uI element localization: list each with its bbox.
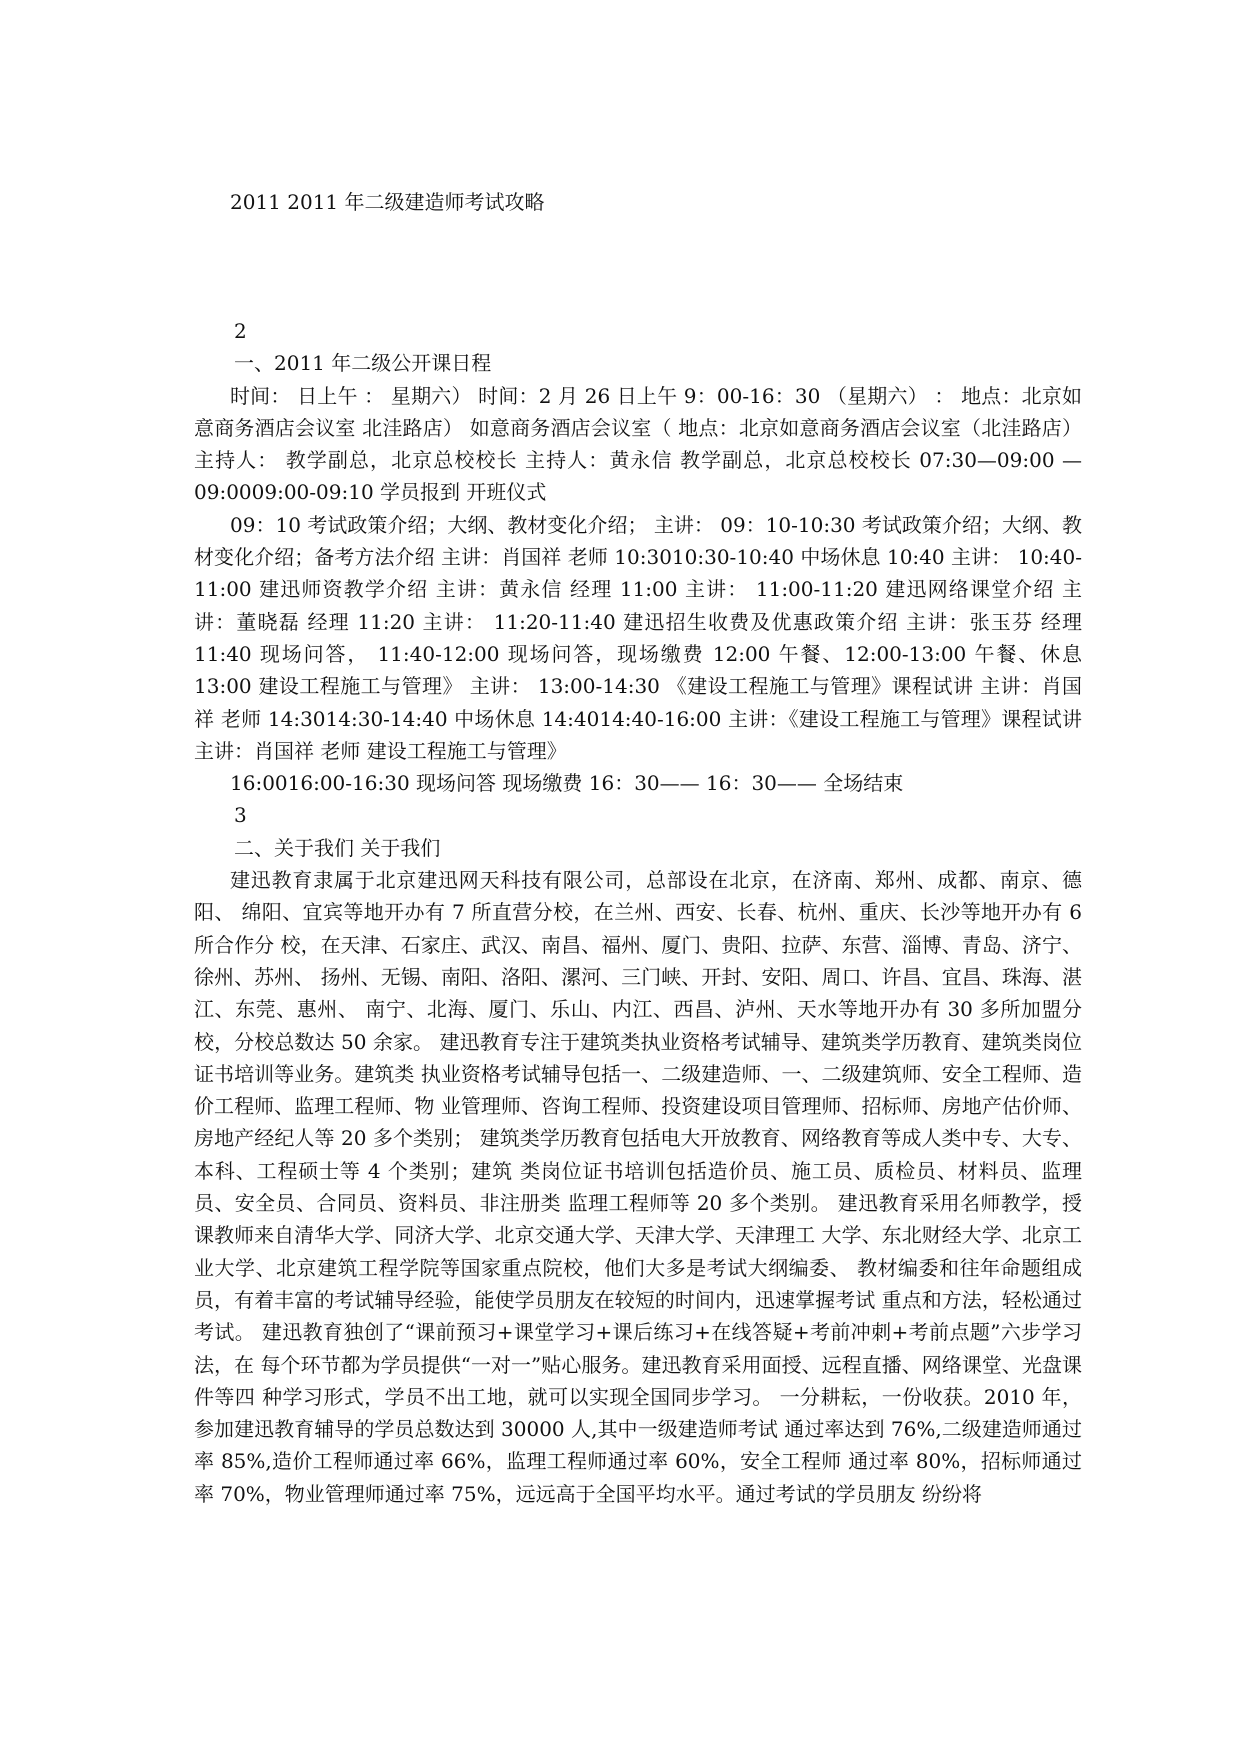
document-title: 2011 2011 年二级建造师考试攻略 bbox=[230, 190, 545, 214]
about-paragraph: 建迅教育隶属于北京建迅网天科技有限公司，总部设在北京，在济南、郑州、成都、南京、德阳、 绵阳、宜宾等地开办有 7 所直营分校，在兰州、西安、长春、杭州、重庆、长沙等地开办有 6 所合作分 校，在天津、石家庄、武汉、南昌、福州、厦门、贵阳、拉萨、东营、淄博、青岛、济宁、徐州、苏州、 扬州、无锡、南阳、洛阳、漯河、三门峡、开封、安阳、周口、许昌、宜昌、珠海、湛江、东莞、惠州、 南宁、北海、厦门、乐山、内江、西昌、泸州、天水等地开办有 30 多所加盟分校，分校总数达 50 余家。 建迅教育专注于建筑类执业资格考试辅导、建筑类学历教育、建筑类岗位证书培训等业务。建筑类 执业资格考试辅导包括一、二级建造师、一、二级建筑师、安全工程师、造价工程师、监理工程师、物 业管理师、咨询工程师、投资建设项目管理师、招标师、房地产估价师、房地产经纪人等 20 多个类别； 建筑类学历教育包括电大开放教育、网络教育等成人类中专、大专、本科、工程硕士等 4 个类别；建筑 类岗位证书培训包括造价员、施工员、质检员、材料员、监理员、安全员、合同员、资料员、非注册类 监理工程师等 20 多个类别。 建迅教育采用名师教学，授课教师来自清华大学、同济大学、北京交通大学、天津大学、天津理工 大学、东北财经大学、北京工业大学、北京建筑工程学院等国家重点院校，他们大多是考试大纲编委、 教材编委和往年命题组成员，有着丰富的考试辅导经验，能使学员朋友在较短的时间内，迅速掌握考试 重点和方法，轻松通过考试。 建迅教育独创了“课前预习+课堂学习+课后练习+在线答疑+考前冲刺+考前点题”六步学习法，在 每个环节都为学员提供“一对一”贴心服务。建迅教育采用面授、远程直播、网络课堂、光盘课件等四 种学习形式，学员不出工地，就可以实现全国同步学习。 一分耕耘，一份收获。2010 年，参加建迅教育辅导的学员总数达到 30000 人,其中一级建造师考试 通过率达到 76%,二级建造师通过率 85%,造价工程师通过率 66%，监理工程师通过率 60%，安全工程师 通过率 80%，招标师通过率 70%，物业管理师通过率 75%，远远高于全国平均水平。通过考试的学员朋友 纷纷将 bbox=[194, 868, 1082, 1506]
section-heading: 二、关于我们 关于我们 bbox=[234, 835, 441, 860]
page-number: 3 bbox=[234, 803, 247, 828]
schedule-paragraph: 16:0016:00-16:30 现场问答 现场缴费 16：30—— 16：30—— 全场结束 bbox=[230, 771, 904, 796]
document-body bbox=[194, 315, 1082, 1510]
section-heading: 一、2011 年二级公开课日程 bbox=[234, 351, 492, 376]
page-number: 2 bbox=[234, 319, 247, 343]
schedule-paragraph: 09：10 考试政策介绍；大纲、教材变化介绍； 主讲： 09：10-10:30 考试政策介绍；大纲、教材变化介绍；备考方法介绍 主讲：肖国祥 老师 10:3010:30-10:40 中场休息 10:40 主讲： 10:40-11:00 建迅师资教学介绍 主讲：黄永信 经理 11:00 主讲： 11:00-11:20 建迅网络课堂介绍 主讲：董晓磊 经理 11:20 主讲： 11:20-11:40 建迅招生收费及优惠政策介绍 主讲：张玉芬 经理 11:40 现场问答， 11:40-12:00 现场问答，现场缴费 12:00 午餐、12:00-13:00 午餐、休息 13:00 建设工程施工与管理》 主讲： 13:00-14:30 《建设工程施工与管理》课程试讲 主讲：肖国祥 老师 14:3014:30-14:40 中场休息 14:4014:40-16:00 主讲：《建设工程施工与管理》课程试讲 主讲：肖国祥 老师 建设工程施工与管理》 bbox=[194, 512, 1082, 763]
schedule-paragraph: 时间： 日上午 ： 星期六） 时间：2 月 26 日上午 9：00-16：30 （星期六） ： 地点：北京如意商务酒店会议室 北洼路店） 如意商务酒店会议室（ 地点：北京如意商务酒店会议室（北洼路店） 主持人： 教学副总，北京总校校长 主持人：黄永信 教学副总，北京总校校长 07:30—09:00 — 09:0009:00-09:10 学员报到 开班仪式 bbox=[194, 383, 1082, 505]
